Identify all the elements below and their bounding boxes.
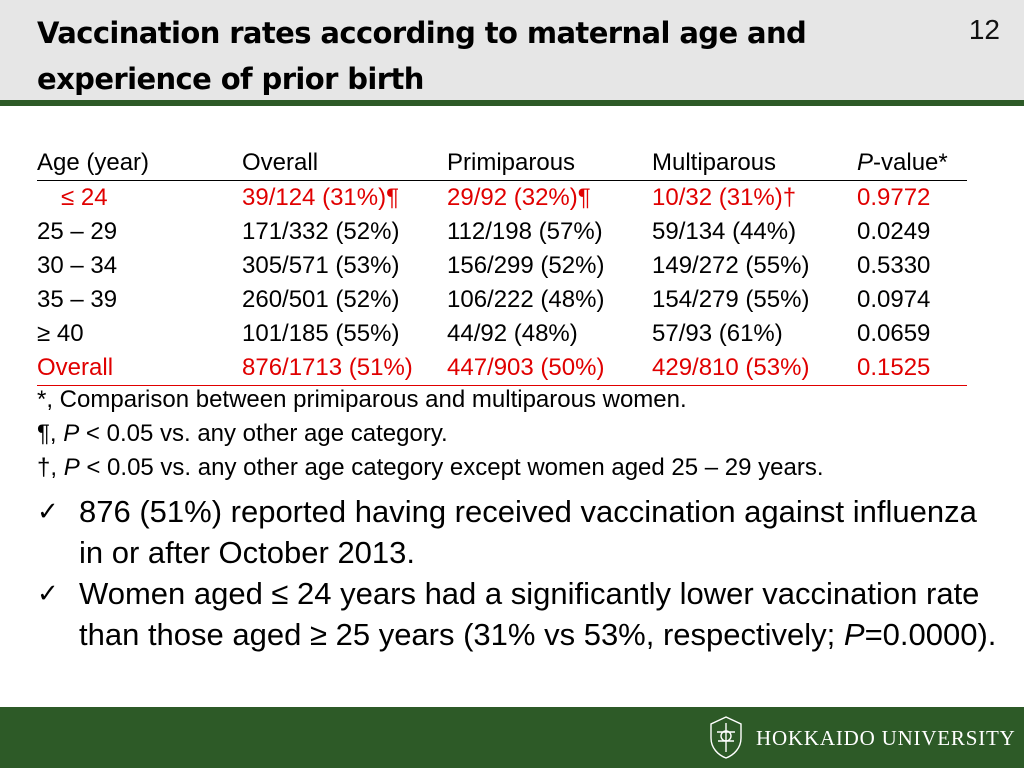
cell-p-value: 0.5330 — [857, 252, 931, 279]
cell-overall: 305/571 (53%) — [242, 252, 400, 279]
bullet-item — [37, 491, 997, 573]
footnote-dagger-text: < 0.05 vs. any other age category except women aged 25 – 29 years. — [79, 454, 824, 481]
cell-primiparous: 156/299 (52%) — [447, 252, 605, 279]
table-row — [37, 249, 967, 283]
cell-age: ≤ 24 — [61, 184, 108, 211]
cell-p-value: 0.0974 — [857, 286, 931, 313]
cell-p-value: 0.1525 — [857, 351, 967, 386]
cell-overall: 171/332 (52%) — [242, 218, 400, 245]
p-italic: P — [857, 149, 874, 176]
header-overall: Overall — [242, 146, 447, 181]
footnote-dagger — [37, 451, 824, 485]
key-findings — [37, 491, 997, 655]
cell-primiparous: 112/198 (57%) — [447, 218, 603, 245]
p-italic: P — [843, 617, 865, 652]
bullet-text-part: Women aged ≤ 24 years had a significantly lower vaccination rate than those aged ≥ 25 years (31% vs 53%, respectively; — [79, 576, 980, 652]
cell-overall: 39/124 (31%)¶ — [242, 184, 399, 211]
cell-age: 35 – 39 — [37, 286, 118, 313]
cell-multiparous: 59/134 (44%) — [652, 218, 797, 245]
table-row — [37, 215, 967, 249]
footnote-star: *, Comparison between primiparous and multiparous women. — [37, 386, 687, 413]
header-primiparous: Primiparous — [447, 146, 652, 181]
table-row — [37, 317, 967, 351]
cell-age: Overall — [37, 351, 242, 386]
bullet-item — [37, 573, 997, 655]
bullet-text — [79, 573, 997, 655]
table-row — [37, 181, 967, 216]
table-row-total — [37, 351, 967, 386]
cell-multiparous: 149/272 (55%) — [652, 252, 810, 279]
footnote-p-italic: P — [63, 420, 80, 447]
footnote-paragraph — [37, 417, 824, 451]
cell-age: ≥ 40 — [37, 320, 84, 347]
footnote-paragraph-mark: ¶, — [37, 420, 64, 447]
header-age: Age (year) — [37, 146, 242, 181]
cell-primiparous: 44/92 (48%) — [447, 320, 578, 347]
slide-title: Vaccination rates according to maternal age and experience of prior birth — [37, 16, 807, 96]
bullet-text-part: =0.0000). — [864, 617, 997, 652]
page-number: 12 — [968, 14, 1000, 45]
footnote-dagger-mark: †, — [37, 454, 64, 481]
footnotes — [37, 383, 824, 485]
cell-p-value: 0.0249 — [857, 218, 931, 245]
cell-multiparous: 429/810 (53%) — [652, 351, 857, 386]
university-name: HOKKAIDO UNIVERSITY — [756, 726, 1016, 750]
cell-multiparous: 57/93 (61%) — [652, 320, 783, 347]
cell-age: 25 – 29 — [37, 218, 118, 245]
vaccination-rates-table — [37, 146, 967, 386]
checkmark-icon: ✓ — [37, 496, 59, 526]
cell-multiparous: 10/32 (31%)† — [652, 184, 797, 211]
cell-overall: 260/501 (52%) — [242, 286, 400, 313]
table-header-row — [37, 146, 967, 181]
cell-overall: 101/185 (55%) — [242, 320, 400, 347]
cell-primiparous: 447/903 (50%) — [447, 351, 652, 386]
table-row — [37, 283, 967, 317]
footnote-paragraph-text: < 0.05 vs. any other age category. — [79, 420, 448, 447]
p-value-label: -value* — [873, 149, 948, 176]
footnote-p-italic: P — [63, 454, 80, 481]
checkmark-icon: ✓ — [37, 578, 59, 608]
header-multiparous: Multiparous — [652, 146, 857, 181]
cell-p-value: 0.0659 — [857, 320, 931, 347]
bullet-text: 876 (51%) reported having received vaccination against influenza in or after October 2013. — [79, 494, 977, 570]
cell-primiparous: 106/222 (48%) — [447, 286, 605, 313]
cell-overall: 876/1713 (51%) — [242, 351, 447, 386]
cell-multiparous: 154/279 (55%) — [652, 286, 810, 313]
cell-primiparous: 29/92 (32%)¶ — [447, 184, 591, 211]
university-crest-icon — [706, 714, 746, 760]
cell-p-value: 0.9772 — [857, 184, 931, 211]
header-p-value — [857, 146, 967, 181]
cell-age: 30 – 34 — [37, 252, 118, 279]
